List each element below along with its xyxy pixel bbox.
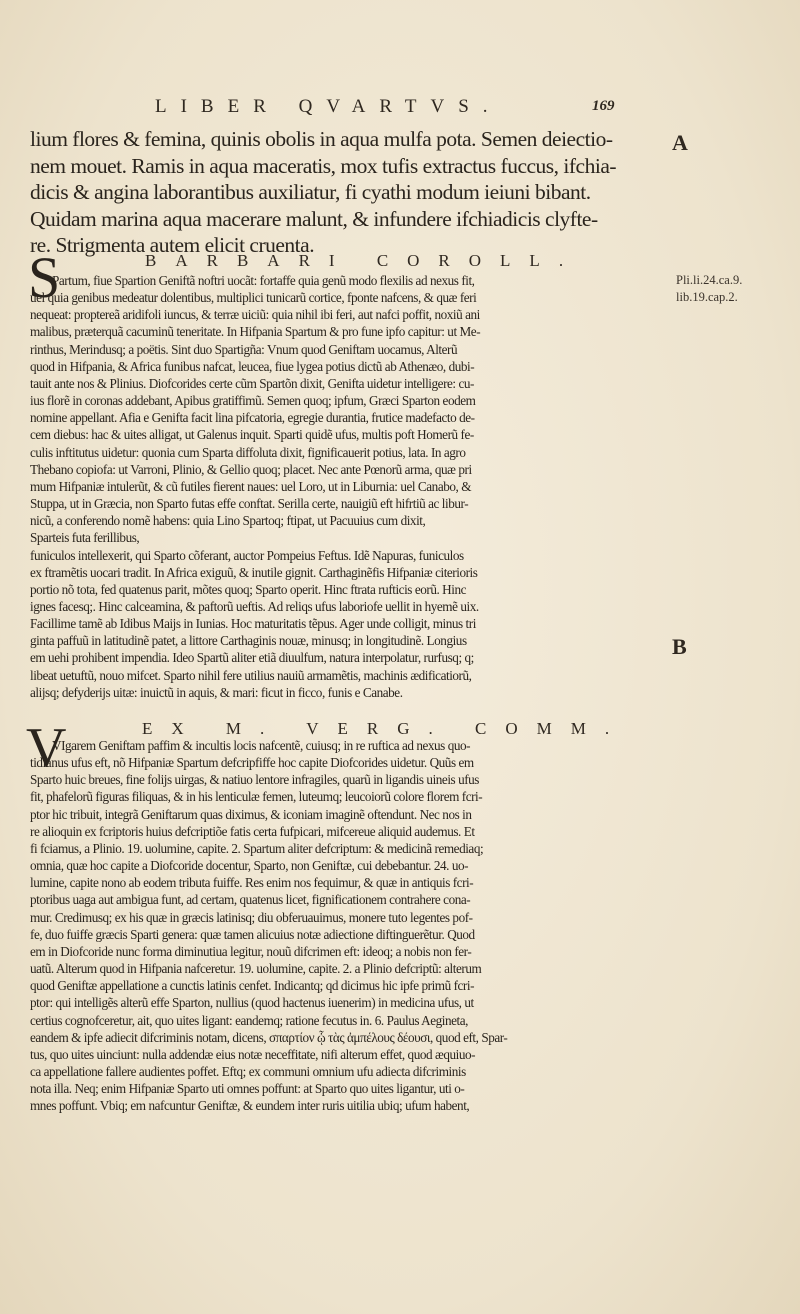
- text-line: alijsq; defyderijs uitæ: inuictũ in aquis, & mari: ficut in ficco, funis e Canabe.: [30, 684, 403, 700]
- text-line: tidianus ufus eft, nõ Hifpaniæ Spartum defcripfiffe hoc capite Diofcorides uidetur. Quũs em: [30, 755, 474, 771]
- text-line: certius cognofceretur, ait, quo uites ligant: eandemq; ratione fecutus in. 6. Paulus Aegineta,: [30, 1012, 469, 1028]
- margin-citation-pliny: Pli.li.24.ca.9.: [676, 273, 743, 287]
- opening-paragraph: [30, 126, 655, 259]
- text-line: em uehi prohibent impendia. Ideo Spartũ aliter etiã diuulfum, natura interpolatur, rurfusq; q;: [30, 650, 474, 666]
- text-line: Stuppa, ut in Græcia, non Sparto futas effe conftat. Serilla certe, nauigiũ eft hifrtiũ ac libur-: [30, 496, 469, 512]
- text-line: ex ftramẽtis uocari tradit. In Africa exiguũ, & inutile gignit. Carthaginẽfis Hifpaniæ citerioris: [30, 564, 478, 580]
- text-line: Sparteis futa ferillibus,: [30, 530, 140, 546]
- text-line: Partum, fiue Spartion Geniftã noftri uocãt: fortaffe quia genũ modo flexilis ad nexus fit,: [52, 273, 475, 288]
- drop-cap-v: V: [26, 717, 67, 779]
- text-line: Sparto huic breues, fine folijs uirgas, & natiuo lentore infragiles, quarũ in ligandis uineis ufus: [30, 772, 479, 788]
- text-line: em in Diofcoride nunc forma diminutiua legitur, nouũ difcrimen eft: ideoq; a nobis non fer-: [30, 943, 472, 959]
- text-line: libeat uetuftũ, nouo mifcet. Sparto nihil fere utilius nauiũ armamẽtis, machinis ædificatiorũ,: [30, 667, 472, 683]
- section-heading-barbari: BARBARI COROLL.: [145, 251, 583, 270]
- drop-cap-s: S: [28, 245, 61, 310]
- text-line: cem diebus: hac & uites alligat, ut Galenus inquit. Sparti quidẽ ufus, multis poft Homerũ fe-: [30, 427, 474, 443]
- text-line: re alioquin ex fcriptoris huius defcriptiõe fatis certa fufpicari, mifcereue aliquid audemus. Et: [30, 823, 475, 839]
- text-line: lium flores & femina, quinis obolis in aqua mulfa pota. Semen deiectio-: [30, 127, 613, 151]
- text-line: uatũ. Alterum quod in Hifpania nafceretur. 19. uolumine, capite. 2. a Plinio defcriptũ: alterum: [30, 961, 482, 977]
- text-line: portio nõ tota, fed quatenus parit, mõtes quoq; Sparto operit. Hinc ftrata rufticis eorũ. Hinc: [30, 581, 466, 597]
- margin-letter-a: A: [672, 130, 688, 155]
- text-line: culis inftitutus uidetur: quonia cum Sparta diffoluta dixit, fignificauerit potius, lata. In agro: [30, 444, 466, 460]
- text-line: nequeat: proptereã aridifoli iuncus, & terræ uiciũ: quia nihil ibi feri, aut nafci poffit, noxiũ ani: [30, 307, 480, 323]
- margin-citation-book: lib.19.cap.2.: [676, 290, 738, 304]
- text-line: re. Strigmenta autem elicit cruenta.: [30, 233, 315, 257]
- text-line: nicũ, a conferendo nomẽ habens: quia Lino Spartoq; ftipat, ut Pacuuius cum dixit,: [30, 513, 426, 529]
- margin-letter-b: B: [672, 634, 687, 659]
- text-line: Thebano copiofa: ut Varroni, Plinio, & Gellio quoq; placet. Nec ante Pœnorũ arma, quæ pri: [30, 461, 472, 477]
- text-line: ius florẽ in coronas addebant, Apibus gratiffimũ. Semen quoq; ipfum, Græci Sparton eodem: [30, 393, 476, 409]
- text-line: tauit ante nos & Plinius. Diofcorides certe cũm Spartõn dixit, Genifta uidetur intelligere: cu-: [30, 375, 474, 391]
- text-line: fit, phafelorũ figuras filiquas, & in his lenticulæ femen, luteumq; leucoiorũ colore florem fcri-: [30, 789, 483, 805]
- text-line: ignes facesq;. Hinc calceamina, & paftorũ ueftis. Ad reliqs ufus laboriofe uellit in hyemẽ uix.: [30, 598, 479, 614]
- text-line: mur. Credimusq; ex his quæ in græcis latinisq; diu obferuauimus, monere tuto legentes pof-: [30, 909, 473, 925]
- text-line: funiculos intellexerit, qui Sparto cõferant, auctor Pompeius Feftus. Idẽ Napuras, funiculos: [30, 547, 464, 563]
- text-line: VIgarem Geniftam paffim & incultis locis nafcentẽ, cuiusq; in re ruftica ad nexus quo-: [52, 738, 471, 753]
- text-line: nota illa. Neq; enim Hifpaniæ Sparto uti omnes poffunt: at Sparto quo uites ligantur, uti o-: [30, 1081, 465, 1097]
- section-heading-comm: EX M. VERG. COMM.: [142, 719, 629, 738]
- comm-commentary: [30, 737, 655, 1114]
- text-line: nem mouet. Ramis in aqua maceratis, mox tufis extractus fuccus, ifchia-: [30, 153, 617, 178]
- text-line: ptor: qui intelligẽs alterũ effe Sparton, nullius (quod hactenus iuenerim) in medicina ufus, ut: [30, 995, 474, 1011]
- running-title: LIBER QVARTVS.: [155, 96, 502, 117]
- text-line: ginta paffuũ in latitudinẽ patet, a littore Carthaginis nouæ, minusq; in longitudinẽ. Longius: [30, 633, 467, 649]
- text-line: uel quia genibus medeatur dolentibus, multiplici tunicarũ cortice, fponte nafcens, & quæ feri: [30, 290, 477, 306]
- text-line: fi fciamus, a Plinio. 19. uolumine, capite. 2. Spartum aliter defcriptum: & medicinã remediaq;: [30, 840, 484, 856]
- text-line: ca appellatione fallere audientes poffet. Eftq; ex communi omnium ufu adiecta difcriminis: [30, 1063, 466, 1079]
- text-line: rinthus, Merindusq; a poëtis. Sint duo Spartigña: Vnum quod Geniftam uocamus, Alterũ: [30, 341, 458, 357]
- page-header: [0, 96, 800, 126]
- text-line: omnia, quæ hoc capite a Diofcoride docentur, Sparto, non Geniftæ, cui debebantur. 24. uo-: [30, 858, 469, 874]
- text-line: fe, duo fuiffe græcis Sparti genera: quæ tamen alicuius notæ adiectione diftinguerẽtur. Quod: [30, 926, 475, 942]
- text-line: malibus, præterquã cacuminũ teneritate. In Hifpania Spartum & pro fune ipfo capitur: ut Me-: [30, 324, 481, 340]
- text-line: nomine appellant. Afia e Genifta facit lina pifcatoria, egregie durantia, frutice madefacto de-: [30, 410, 475, 426]
- text-line: quod in Hifpania, & Africa funibus nafcat, leucea, fiue lygea potius dictũ ab Athenæo, dubi-: [30, 358, 475, 374]
- text-line: ptoribus uaga aut ambigua funt, ad certam, quatenus licet, fignificationem contrahere cona-: [30, 892, 471, 908]
- barbari-commentary: [30, 272, 655, 701]
- text-line: quod Geniftæ appellatione a cunctis latinis cenfet. Indicantq; qd dicimus hic ipfe primũ fcri-: [30, 978, 475, 994]
- text-line: dicis & angina laborantibus auxiliatur, fi cyathi modum ieiuni bibant.: [30, 180, 591, 204]
- text-line: ptor hic tribuit, integrã Geniftarum quas diximus, & iconiam imaginẽ oftendunt. Nec nos in: [30, 806, 472, 822]
- text-line: eandem & ipfe adiecit difcriminis notam, dicens, σπαρτίον ᾧ τὰς ἀμπέλους δέουσι, quod eft, Spar-: [30, 1029, 508, 1045]
- text-line: mnes poffunt. Vbiq; em nafcuntur Geniftæ, & eundem inter ruris uitilia ubiq; ufum habent,: [30, 1098, 470, 1114]
- text-line: Quidam marina aqua macerare malunt, & infundere ifchiadicis clyfte-: [30, 206, 598, 231]
- text-line: tus, quo uites uinciunt: nulla addendæ eius notæ neceffitate, nifi alterum effet, quod æquiuo-: [30, 1046, 476, 1062]
- text-line: lumine, capite nono ab eodem tributa fuiffe. Res enim nos fequimur, & quæ in antiquis fcri-: [30, 875, 474, 891]
- text-line: mum Hifpaniæ intulerũt, & cũ futiles fierent naues: uel Loro, ut in Liburnia: uel Canabo, &: [30, 478, 472, 494]
- text-line: Facillime tamẽ ab Idibus Maijs in Iunias. Hoc maturitatis tẽpus. Ager unde colligit, minus tri: [30, 616, 476, 632]
- page-number: 169: [592, 98, 615, 114]
